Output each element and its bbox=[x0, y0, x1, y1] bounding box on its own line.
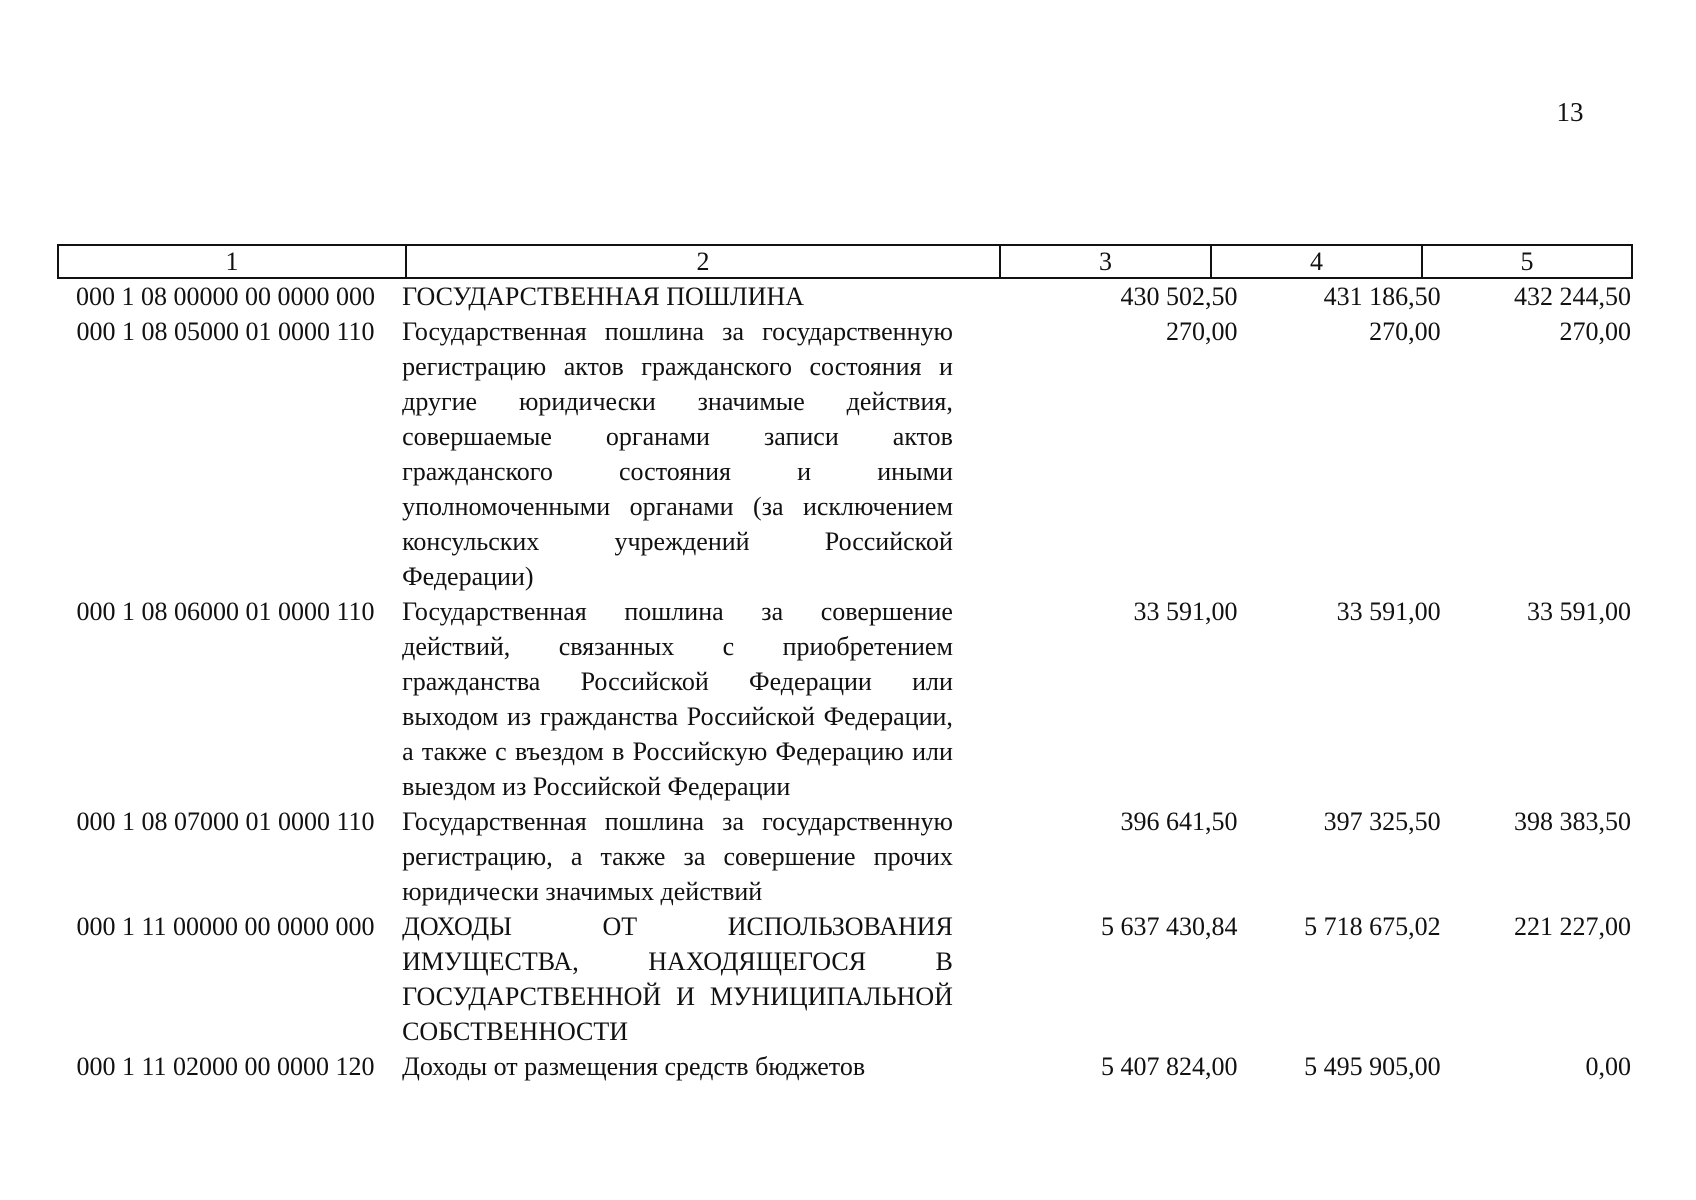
amount-col-4: 431 186,50 bbox=[1323, 282, 1441, 311]
amount-col-5: 0,00 bbox=[1585, 1052, 1631, 1081]
amount-col-4: 5 495 905,00 bbox=[1304, 1052, 1441, 1081]
revenue-table-body bbox=[57, 279, 1631, 1084]
amount-col-3: 396 641,50 bbox=[1120, 807, 1238, 836]
amount-col-4: 5 718 675,02 bbox=[1304, 912, 1441, 941]
column-header-table bbox=[57, 244, 1633, 279]
amount-col-5: 398 383,50 bbox=[1513, 807, 1631, 836]
budget-code: 000 1 08 05000 01 0000 110 bbox=[76, 317, 375, 346]
amount-col-3: 5 637 430,84 bbox=[1101, 912, 1238, 941]
amount-col-3: 430 502,50 bbox=[1120, 282, 1238, 311]
amount-col-3: 270,00 bbox=[1166, 317, 1238, 346]
amount-col-5: 270,00 bbox=[1559, 317, 1631, 346]
budget-code: 000 1 08 06000 01 0000 110 bbox=[76, 597, 375, 626]
column-header-5: 5 bbox=[1422, 245, 1632, 278]
amount-col-4: 397 325,50 bbox=[1323, 807, 1441, 836]
amount-col-5: 221 227,00 bbox=[1513, 912, 1631, 941]
budget-code: 000 1 08 07000 01 0000 110 bbox=[76, 807, 375, 836]
column-header-2: 2 bbox=[406, 245, 1000, 278]
revenue-name: Государственная пошлина за совершение действий, связанных с приобретением гражданства Российской Федерации или выходом из гражданства Российской Федерации, а также с въездом в Российскую Федерацию или выездом из Российской Федерации bbox=[402, 597, 953, 801]
column-header-1: 1 bbox=[58, 245, 406, 278]
amount-col-5: 432 244,50 bbox=[1513, 282, 1631, 311]
revenue-name: ДОХОДЫ ОТ ИСПОЛЬЗОВАНИЯ ИМУЩЕСТВА, НАХОДЯЩЕГОСЯ В ГОСУДАРСТВЕННОЙ И МУНИЦИПАЛЬНОЙ СОБСТВЕННОСТИ bbox=[402, 912, 953, 1046]
column-header-3: 3 bbox=[1000, 245, 1211, 278]
budget-code: 000 1 08 00000 00 0000 000 bbox=[76, 282, 376, 311]
table-row bbox=[57, 804, 1631, 909]
table-row bbox=[57, 314, 1631, 594]
table-row bbox=[57, 909, 1631, 1049]
column-header-row bbox=[58, 245, 1632, 278]
amount-col-5: 33 591,00 bbox=[1526, 597, 1631, 626]
column-header-4: 4 bbox=[1211, 245, 1422, 278]
amount-col-3: 33 591,00 bbox=[1133, 597, 1238, 626]
revenue-name: Государственная пошлина за государственную регистрацию, а также за совершение прочих юридически значимых действий bbox=[402, 807, 953, 906]
amount-col-3: 5 407 824,00 bbox=[1101, 1052, 1238, 1081]
budget-code: 000 1 11 02000 00 0000 120 bbox=[76, 1052, 375, 1081]
table-row bbox=[57, 279, 1631, 314]
table-row bbox=[57, 594, 1631, 804]
revenue-name: Государственная пошлина за государственную регистрацию актов гражданского состояния и другие юридически значимые действия, совершаемые органами записи актов гражданского состояния и иными уполномоченными органами (за исключением консульских учреждений Российской Федерации) bbox=[402, 317, 953, 591]
amount-col-4: 270,00 bbox=[1369, 317, 1441, 346]
revenue-name: ГОСУДАРСТВЕННАЯ ПОШЛИНА bbox=[402, 282, 805, 311]
amount-col-4: 33 591,00 bbox=[1336, 597, 1441, 626]
budget-code: 000 1 11 00000 00 0000 000 bbox=[76, 912, 375, 941]
table-row bbox=[57, 1049, 1631, 1084]
page-number: 13 bbox=[1556, 97, 1584, 127]
revenue-name: Доходы от размещения средств бюджетов bbox=[402, 1052, 866, 1081]
